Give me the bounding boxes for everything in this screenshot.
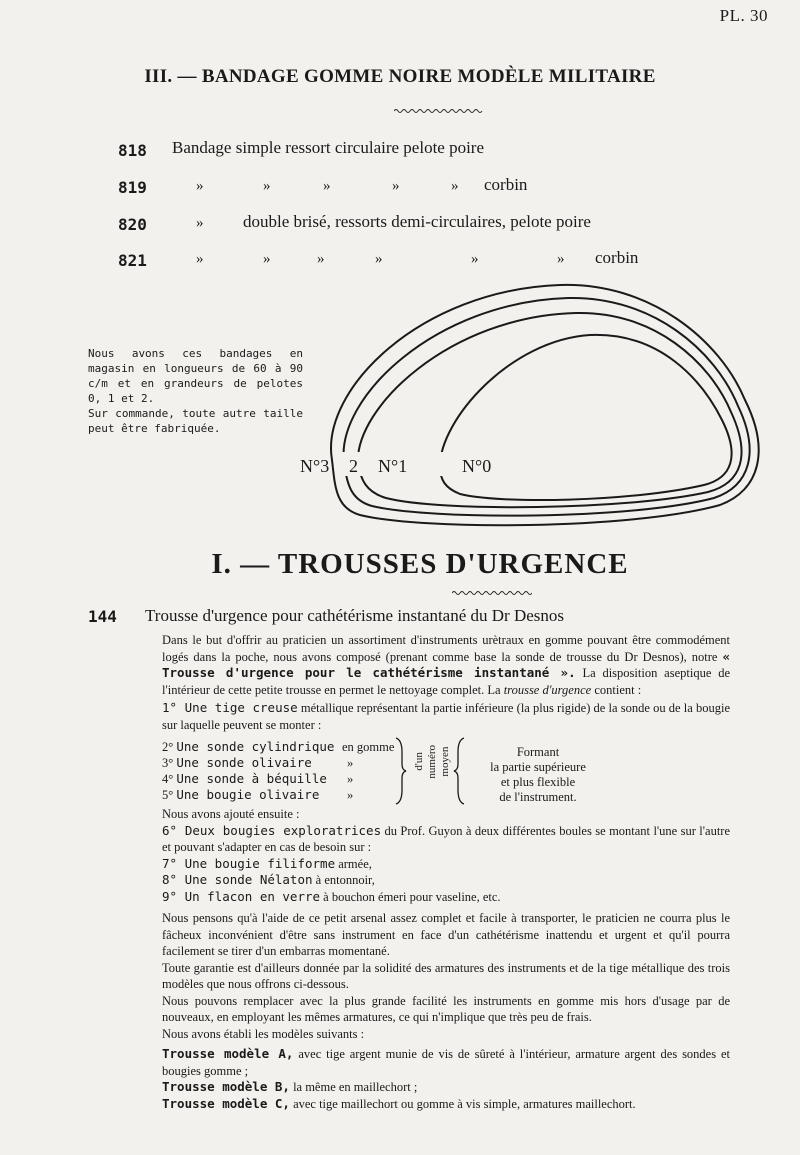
ditto-mark: » — [375, 251, 383, 267]
ditto-mark: » — [263, 251, 271, 267]
size-outline-1 — [358, 313, 742, 507]
ditto-mark: » — [196, 178, 204, 194]
vertical-text: numéro — [426, 745, 438, 779]
size-label-3: N°3 — [300, 456, 330, 476]
item-number-820: 820 — [118, 215, 147, 234]
section-title-bandage: III. — BANDAGE GOMME NOIRE MODÈLE MILITAIRE — [144, 66, 656, 87]
list-item: 2° Une sonde cylindrique en gomme — [162, 739, 395, 754]
item-number-818: 818 — [118, 141, 147, 160]
note-sizes: Nous avons ces bandages en magasin en longueurs de 60 à 90 c/m et en grandeurs de pelotes 0, 1 et 2. — [88, 347, 303, 405]
vertical-text: d'un — [413, 752, 425, 772]
item-number-144: 144 — [88, 607, 117, 626]
added-list: Nous avons ajouté ensuite : 6° Deux bougies exploratrices du Prof. Guyon à deux différentes boules se montant l'une sur l'autre et pouvant s'adapter en cas de besoin sur : 7° Une bougie filiforme armée, 8° Une sonde Nélaton à entonnoir, 9° Un flacon en verre à bouchon émeri pour vaseline, etc. — [162, 807, 731, 904]
item-text-819: corbin — [484, 175, 528, 194]
intro-text-c: contient : — [594, 682, 642, 697]
item-number-821: 821 — [118, 251, 147, 270]
models-list — [162, 1046, 730, 1112]
item-title-144: Trousse d'urgence pour cathétérisme instantané du Dr Desnos — [145, 606, 564, 625]
paragraph: Nous pouvons remplacer avec la plus grande facilité les instruments en gomme mis hors d'usage par de nouveaux, en employant les mêmes armatures, ce qui n'implique que très peu de frais. — [162, 993, 730, 1024]
bandage-note — [88, 346, 303, 436]
plate-number: PL. 30 — [719, 6, 768, 25]
size-label-0: N°0 — [462, 456, 492, 476]
ditto-mark: » — [196, 215, 204, 231]
intro-paragraph — [162, 632, 730, 698]
closing-paragraphs — [162, 910, 730, 1042]
intro-italic: trousse d'urgence — [503, 682, 592, 697]
model-a: Trousse modèle A, avec tige argent munie de vis de sûreté à l'intérieur, armature argent des sondes et bougies gomme ; — [162, 1046, 730, 1078]
added-intro: Nous avons ajouté ensuite : — [162, 807, 300, 821]
ditto-mark: » — [196, 251, 204, 267]
group-list — [162, 739, 397, 803]
group-size-note — [413, 745, 451, 779]
ditto-mark: » — [323, 178, 331, 194]
paragraph: Toute garantie est d'ailleurs donnée par la solidité des armatures des instruments et de la tige métallique des trois modèles que nous offrons ci-dessous. — [162, 960, 730, 991]
wavy-divider — [452, 590, 532, 596]
ditto-mark: » — [263, 178, 271, 194]
ditto-mark: » — [557, 251, 565, 267]
ditto-mark: » — [471, 251, 479, 267]
item-1-lead: 1° Une tige creuse — [162, 700, 298, 715]
model-c: Trousse modèle C, avec tige maillechort ou gomme à vis simple, armatures maillechort. — [162, 1095, 636, 1111]
wavy-divider — [394, 108, 484, 114]
item-text-818: Bandage simple ressort circulaire pelote poire — [172, 138, 485, 157]
item-number-819: 819 — [118, 178, 147, 197]
intro-trousse-name: « Trousse d'urgence pour le cathétérisme instantané ». — [162, 648, 730, 680]
note-custom: Sur commande, toute autre taille peut être fabriquée. — [88, 407, 303, 435]
paragraph: Nous pensons qu'à l'aide de ce petit arsenal assez complet et facile à transporter, le praticien ne courra plus le fâcheux inconvénient d'être sans instrument en face d'un cathétérisme inattendu et urgent et qu'il pourra facilement se tirer d'un embarras momentané. — [162, 911, 730, 958]
group-description: Formant la partie supérieure et plus flexible de l'instrument. — [490, 745, 586, 804]
size-label-1: N°1 — [378, 456, 408, 476]
item-text-821: corbin — [595, 248, 639, 267]
item-1-text: métallique représentant la partie inférieure (la plus rigide) de la sonde ou de la bougie sur laquelle peuvent se monter : — [162, 701, 730, 732]
item-text-820: double brisé, ressorts demi-circulaires, pelote poire — [243, 212, 591, 231]
item-1 — [162, 700, 730, 733]
list-item: 5° Une bougie olivaire » — [162, 787, 354, 802]
size-label-2: 2 — [349, 456, 358, 476]
size-outline-3 — [331, 285, 759, 525]
size-outline-2 — [344, 298, 750, 516]
ditto-mark: » — [392, 178, 400, 194]
vertical-text: moyen — [439, 746, 451, 777]
model-b: Trousse modèle B, la même en maillechort ; — [162, 1079, 418, 1094]
bandage-size-diagram — [300, 280, 780, 540]
list-item: 4° Une sonde à béquille » — [162, 771, 354, 786]
paragraph: Nous avons établi les modèles suivants : — [162, 1026, 365, 1041]
ditto-mark: » — [451, 178, 459, 194]
intro-text-a: Dans le but d'offrir au praticien un assortiment d'instruments urètraux en gomme pouvant être commodément logés dans la poche, nous avons composé (prenant comme base la sonde de trousse du Dr Desnos), notre — [162, 633, 730, 664]
ditto-mark: » — [317, 251, 325, 267]
list-item: 3° Une sonde olivaire » — [162, 755, 354, 770]
intro-text-b: La disposition aseptique de l'intérieur de cette petite trousse en permet le nettoyage complet. La — [162, 666, 730, 697]
section-title-trousses: I. — TROUSSES D'URGENCE — [211, 548, 629, 580]
